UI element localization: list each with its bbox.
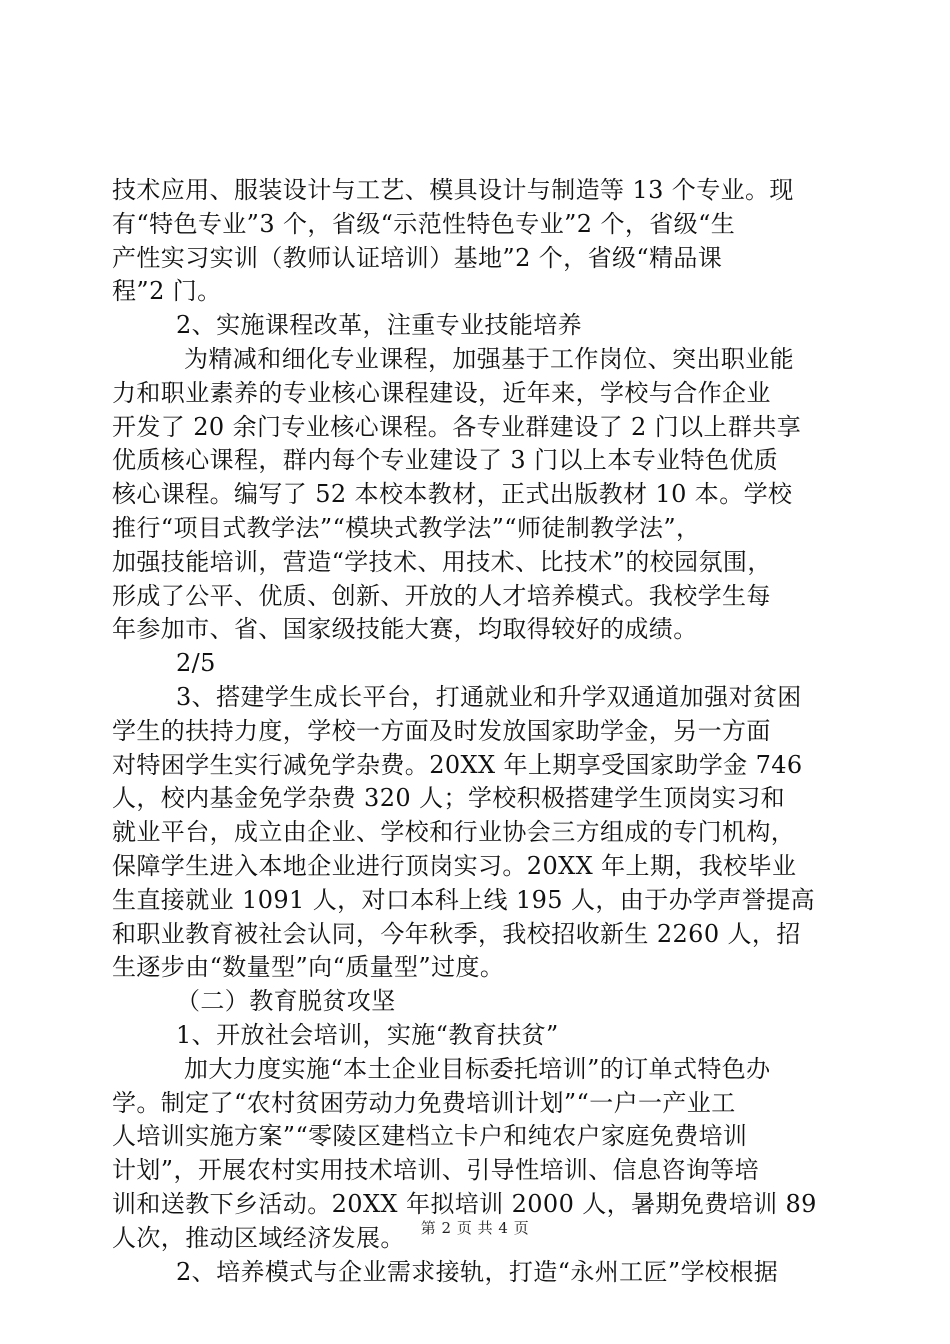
- paragraph-line: 保障学生进入本地企业进行顶岗实习。20XX 年上期，我校毕业: [112, 851, 797, 880]
- paragraph-line: 技术应用、服装设计与工艺、模具设计与制造等 13 个专业。现: [112, 176, 794, 204]
- paragraph-line: 核心课程。编写了 52 本校本教材，正式出版教材 10 本。学校: [112, 480, 793, 509]
- paragraph-line: 对特困学生实行减免学杂费。20XX 年上期享受国家助学金 746: [112, 750, 803, 779]
- paragraph-line: 形成了公平、优质、创新、开放的人才培养模式。我校学生每: [112, 581, 771, 610]
- paragraph-line: 推行“项目式教学法”“模块式教学法”“师徒制教学法”，: [112, 513, 701, 542]
- paragraph-line: 就业平台，成立由企业、学校和行业协会三方组成的专门机构，: [112, 818, 796, 847]
- paragraph-line: 开发了 20 余门专业核心课程。各专业群建设了 2 门以上群共享: [112, 412, 802, 441]
- paragraph-line: 人，校内基金免学杂费 320 人；学校积极搭建学生顶岗实习和: [112, 784, 786, 813]
- paragraph-line: 有“特色专业”3 个，省级“示范性特色专业”2 个，省级“生: [112, 209, 736, 238]
- paragraph-line: 生直接就业 1091 人，对口本科上线 195 人，由于办学声誉提高: [112, 885, 816, 914]
- paragraph-line: 优质核心课程，群内每个专业建设了 3 门以上本专业特色优质: [112, 446, 779, 475]
- paragraph-line: 年参加市、省、国家级技能大赛，均取得较好的成绩。: [112, 615, 698, 644]
- paragraph-line: 人次，推动区域经济发展。: [112, 1223, 405, 1252]
- paragraph-line: 计划”，开展农村实用技术培训、引导性培训、信息咨询等培: [112, 1156, 760, 1185]
- section-heading: 1、开放社会培训，实施“教育扶贫”: [176, 1020, 559, 1049]
- paragraph-line: 学生的扶持力度，学校一方面及时发放国家助学金，另一方面: [112, 716, 771, 745]
- page-number-label: 第 2 页 共 4 页: [420, 1219, 530, 1237]
- document-body: [112, 174, 842, 1289]
- paragraph-line: 和职业教育被社会认同，今年秋季，我校招收新生 2260 人，招: [112, 919, 801, 948]
- paragraph-line: 训和送教下乡活动。20XX 年拟培训 2000 人，暑期免费培训 89: [112, 1189, 817, 1218]
- paragraph-line: 加强技能培训，营造“学技术、用技术、比技术”的校园氛围，: [112, 547, 772, 576]
- section-heading: （二）教育脱贫攻坚: [176, 987, 396, 1016]
- paragraph-line: 人培训实施方案”“零陵区建档立卡户和纯农户家庭免费培训: [112, 1122, 748, 1151]
- paragraph-line: 为精减和细化专业课程，加强基于工作岗位、突出职业能: [184, 344, 794, 373]
- section-heading: 3、搭建学生成长平台，打通就业和升学双通道加强对贫困: [176, 682, 802, 711]
- page-footer: [0, 1217, 950, 1238]
- paragraph-line: 程”2 门。: [112, 277, 222, 306]
- section-heading: 2、实施课程改革，注重专业技能培养: [176, 311, 583, 340]
- paragraph-line: 学。制定了“农村贫困劳动力免费培训计划”“一户一产业工: [112, 1088, 736, 1117]
- section-heading: 2、培养模式与企业需求接轨，打造“永州工匠”学校根据: [176, 1257, 779, 1286]
- paragraph-line: 生逐步由“数量型”向“质量型”过度。: [112, 953, 505, 982]
- paragraph-line: 产性实习实训（教师认证培训）基地”2 个，省级“精品课: [112, 243, 723, 272]
- paragraph-line: 力和职业素养的专业核心课程建设，近年来，学校与合作企业: [112, 378, 771, 407]
- inline-page-marker: 2/5: [176, 649, 216, 678]
- paragraph-line: 加大力度实施“本土企业目标委托培训”的订单式特色办: [184, 1054, 771, 1083]
